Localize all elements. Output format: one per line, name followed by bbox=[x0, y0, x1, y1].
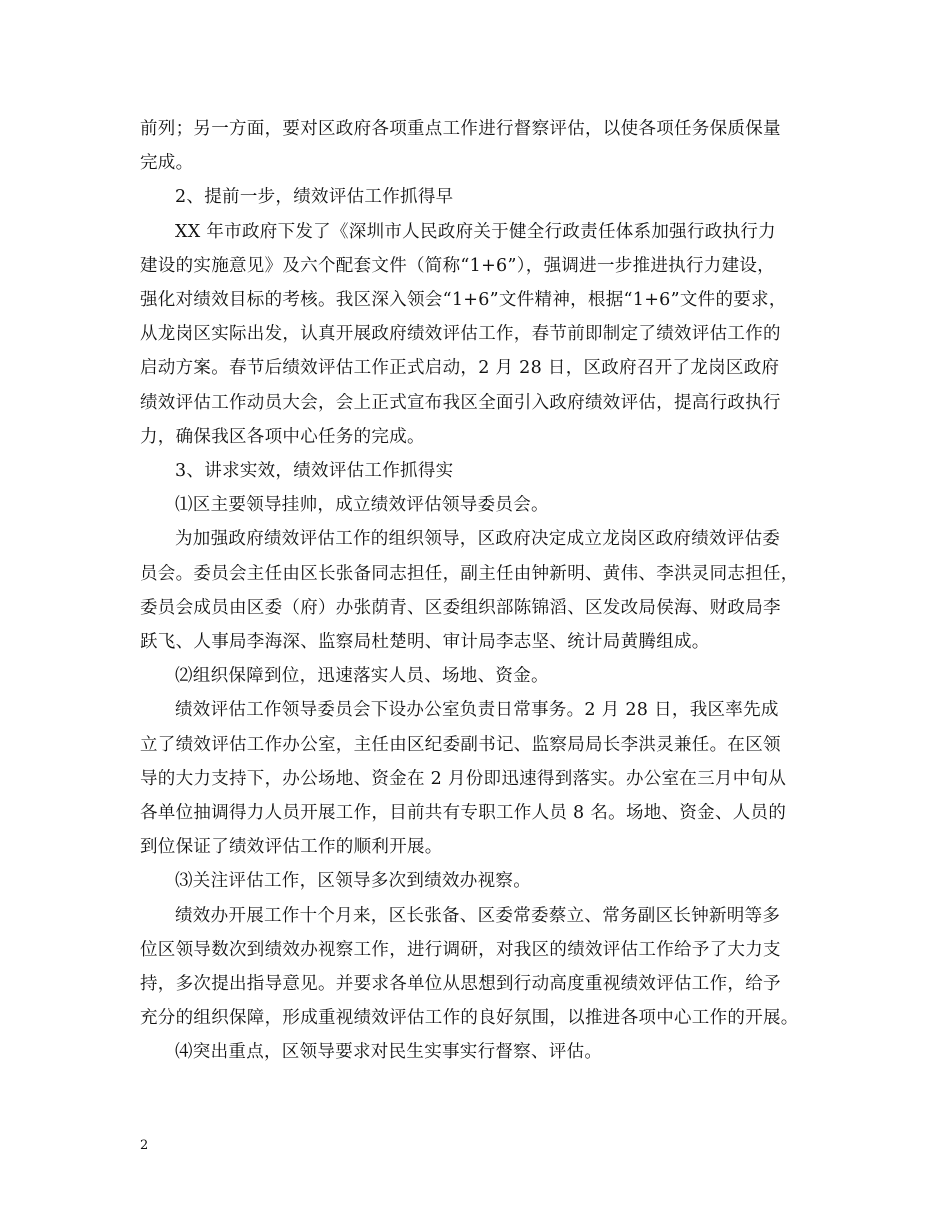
text-line: 绩效评估工作动员大会，会上正式宣布我区全面引入政府绩效评估，提高行政执行 bbox=[140, 392, 781, 413]
paragraph-intro-continuation bbox=[140, 112, 812, 180]
text-line: 完成。 bbox=[140, 153, 194, 174]
text-line: 立了绩效评估工作办公室，主任由区纪委副书记、监察局局长李洪灵兼任。在区领 bbox=[140, 734, 781, 755]
text-line: XX 年市政府下发了《深圳市人民政府关于健全行政责任体系加强行政执行力 bbox=[175, 221, 776, 242]
text-line: 充分的组织保障，形成重视绩效评估工作的良好氛围，以推进各项中心工作的开展。 bbox=[140, 1008, 799, 1029]
subheading-line: ⑶关注评估工作，区领导多次到绩效办视察。 bbox=[175, 871, 531, 892]
heading-line: 3、讲求实效，绩效评估工作抓得实 bbox=[175, 461, 454, 482]
paragraph-committee bbox=[140, 522, 812, 659]
heading-line: 2、提前一步，绩效评估工作抓得早 bbox=[175, 187, 454, 208]
subheading-1 bbox=[140, 488, 812, 522]
paragraph-city-document bbox=[140, 215, 812, 454]
text-line: 到位保证了绩效评估工作的顺利开展。 bbox=[140, 837, 443, 858]
section-heading-3 bbox=[140, 454, 812, 488]
paragraph-office bbox=[140, 693, 812, 864]
document-body bbox=[140, 112, 812, 1070]
text-line: 启动方案。春节后绩效评估工作正式启动，2 月 28 日，区政府召开了龙岗区政府 bbox=[140, 358, 780, 379]
paragraph-leadership-visits bbox=[140, 899, 812, 1036]
text-line: 为加强政府绩效评估工作的组织领导，区政府决定成立龙岗区政府绩效评估委 bbox=[175, 529, 781, 550]
page-number: 2 bbox=[140, 1138, 149, 1153]
text-line: 绩效办开展工作十个月来，区长张备、区委常委蔡立、常务副区长钟新明等多 bbox=[175, 905, 781, 926]
text-line: 持，多次提出指导意见。并要求各单位从思想到行动高度重视绩效评估工作，给予 bbox=[140, 974, 781, 995]
text-line: 强化对绩效目标的考核。我区深入领会“1+6”文件精神，根据“1+6”文件的要求， bbox=[140, 290, 787, 311]
text-line: 绩效评估工作领导委员会下设办公室负责日常事务。2 月 28 日，我区率先成 bbox=[175, 700, 779, 721]
subheading-line: ⑷突出重点，区领导要求对民生实事实行督察、评估。 bbox=[175, 1042, 603, 1063]
subheading-line: ⑴区主要领导挂帅，成立绩效评估领导委员会。 bbox=[175, 495, 549, 516]
subheading-2 bbox=[140, 659, 812, 693]
text-line: 各单位抽调得力人员开展工作，目前共有专职工作人员 8 名。场地、资金、人员的 bbox=[140, 803, 787, 824]
text-line: 导的大力支持下，办公场地、资金在 2 月份即迅速得到落实。办公室在三月中旬从 bbox=[140, 768, 787, 789]
text-line: 委员会成员由区委（府）办张荫青、区委组织部陈锦滔、区发改局侯海、财政局李 bbox=[140, 597, 781, 618]
text-line: 跃飞、人事局李海深、监察局杜楚明、审计局李志坚、统计局黄腾组成。 bbox=[140, 632, 710, 653]
subheading-3 bbox=[140, 864, 812, 898]
text-line: 员会。委员会主任由区长张备同志担任，副主任由钟新明、黄伟、李洪灵同志担任， bbox=[140, 563, 799, 584]
text-line: 位区领导数次到绩效办视察工作，进行调研，对我区的绩效评估工作给予了大力支 bbox=[140, 939, 781, 960]
subheading-4 bbox=[140, 1035, 812, 1069]
text-line: 建设的实施意见》及六个配套文件（简称“1+6”），强调进一步推进执行力建设， bbox=[140, 255, 775, 276]
text-line: 力，确保我区各项中心任务的完成。 bbox=[140, 426, 425, 447]
text-line: 从龙岗区实际出发，认真开展政府绩效评估工作，春节前即制定了绩效评估工作的 bbox=[140, 324, 781, 345]
text-line: 前列；另一方面，要对区政府各项重点工作进行督察评估，以使各项任务保质保量 bbox=[140, 119, 781, 139]
subheading-line: ⑵组织保障到位，迅速落实人员、场地、资金。 bbox=[175, 666, 549, 687]
section-heading-2 bbox=[140, 180, 812, 214]
